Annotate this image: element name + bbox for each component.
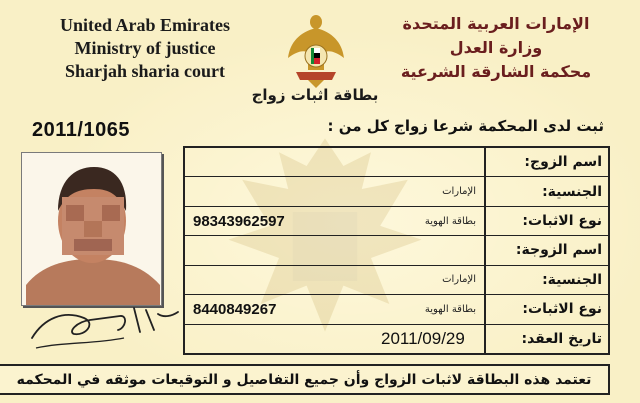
wife-proof-type: بطاقة الهوية [424, 303, 476, 315]
contract-date-label: تاريخ العقد: [484, 325, 608, 353]
row-wife-nationality [185, 265, 608, 294]
husband-nationality-value: الإمارات [442, 186, 476, 198]
wife-name-label: اسم الزوجة: [484, 236, 608, 264]
header-ministry: Ministry of justice [74, 38, 216, 58]
header-country: United Arab Emirates [60, 15, 230, 35]
husband-name-value [185, 148, 484, 176]
husband-proof-type: بطاقة الهوية [424, 215, 476, 227]
case-number: 2011/1065 [32, 119, 130, 141]
wife-nationality-label: الجنسية: [484, 266, 608, 294]
row-wife-proof [185, 294, 608, 323]
contract-date-value: 2011/09/29 [381, 328, 465, 348]
row-husband-proof [185, 206, 608, 235]
husband-id-number: 98343962597 [193, 212, 285, 230]
english-header [40, 14, 250, 83]
card-title: بطاقة اثبات زواج [251, 86, 379, 104]
husband-nationality-label: الجنسية: [484, 177, 608, 205]
row-wife-name [185, 235, 608, 264]
row-contract-date [185, 324, 608, 353]
header-country-ar: الإمارات العربية المتحدة [402, 14, 590, 33]
uae-emblem-falcon-icon [286, 12, 346, 88]
footer-notice: تعتمد هذه البطاقة لاثبات الزواج وأن جميع التفاصيل و التوقيعات موثقه في المحكمه [0, 364, 610, 395]
wife-name-value [185, 236, 484, 264]
header-ministry-ar: وزارة العدل [449, 38, 543, 57]
arabic-header [396, 12, 596, 84]
header-court: Sharjah sharia court [64, 61, 225, 81]
intro-statement: ثبت لدى المحكمة شرعا زواج كل من : [327, 117, 604, 135]
holder-photo [21, 152, 162, 306]
marriage-details-table [183, 146, 610, 355]
husband-name-label: اسم الزوج: [484, 148, 608, 176]
header-court-ar: محكمة الشارقة الشرعية [400, 62, 592, 81]
person-photo-blurred-icon [22, 153, 162, 306]
wife-id-number: 8440849267 [193, 300, 277, 318]
row-husband-nationality [185, 176, 608, 205]
wife-proof-label: نوع الاثبات: [484, 295, 608, 323]
handwritten-signature-icon [24, 288, 184, 358]
row-husband-name [185, 148, 608, 176]
wife-nationality-value: الإمارات [442, 274, 476, 286]
husband-proof-label: نوع الاثبات: [484, 207, 608, 235]
